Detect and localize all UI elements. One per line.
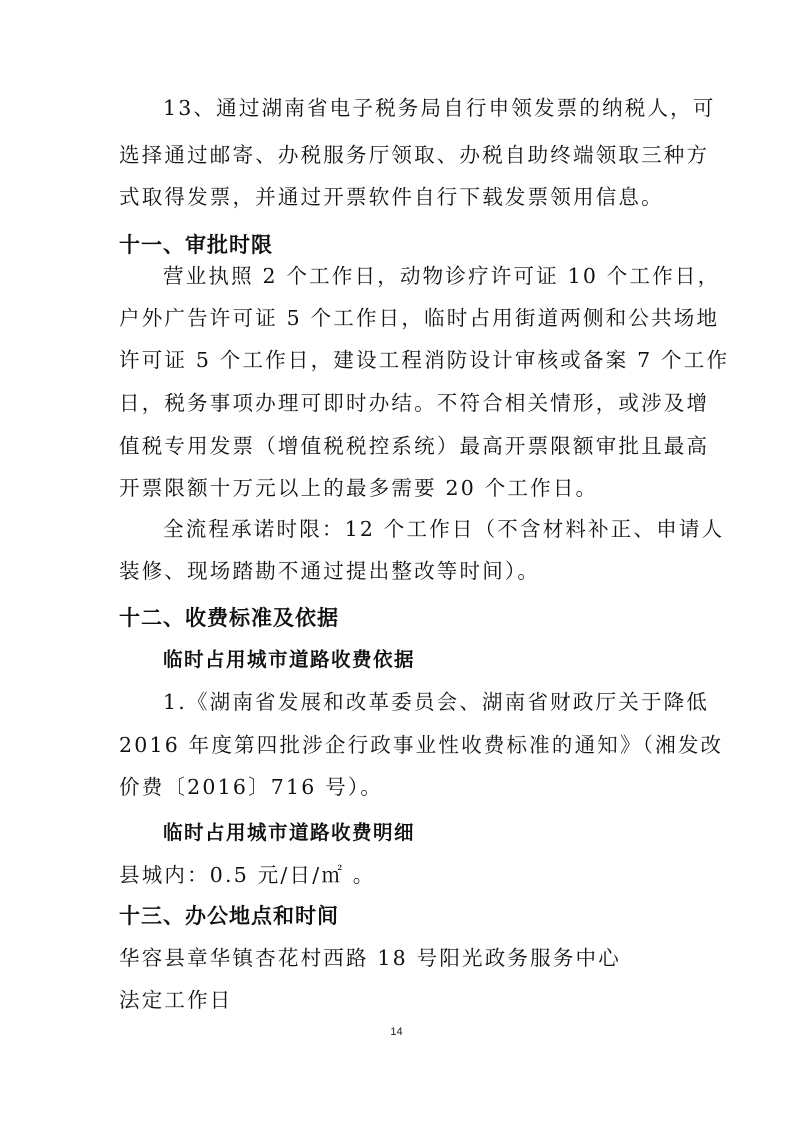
section-11-p1-line-3: 许可证 5 个工作日，建设工程消防设计审核或备案 7 个工作 bbox=[119, 348, 730, 372]
section-11-p1-line-5: 值税专用发票（增值税税控系统）最高开票限额审批且最高 bbox=[119, 434, 710, 458]
office-hours: 法定工作日 bbox=[119, 988, 233, 1012]
item13-line-2: 选择通过邮寄、办税服务厅领取、办税自助终端领取三种方 bbox=[119, 143, 710, 167]
page-number: 14 bbox=[390, 1026, 403, 1038]
fee-detail-heading: 临时占用城市道路收费明细 bbox=[163, 821, 416, 844]
section-11-p1-line-2: 户外广告许可证 5 个工作日，临时占用街道两侧和公共场地 bbox=[119, 306, 720, 330]
section-11-p2-line-2: 装修、现场踏勘不通过提出整改等时间）。 bbox=[119, 559, 541, 583]
fee-detail-line: 县城内：0.5 元/日/㎡ 。 bbox=[119, 863, 376, 887]
fee-basis-line-3: 价费〔2016〕716 号）。 bbox=[119, 775, 384, 799]
section-11-p1-line-6: 开票限额十万元以上的最多需要 20 个工作日。 bbox=[119, 476, 599, 500]
section-11-p1-line-4: 日，税务事项办理可即时办结。不符合相关情形，或涉及增 bbox=[119, 391, 710, 415]
fee-basis-line-1: 1.《湖南省发展和改革委员会、湖南省财政厅关于降低 bbox=[163, 690, 710, 714]
section-13-heading: 十三、办公地点和时间 bbox=[119, 904, 339, 928]
fee-basis-heading: 临时占用城市道路收费依据 bbox=[163, 648, 416, 671]
section-12-heading: 十二、收费标准及依据 bbox=[119, 606, 339, 630]
fee-basis-line-2: 2016 年度第四批涉企行政事业性收费标准的通知》（湘发改 bbox=[119, 733, 724, 757]
office-address: 华容县章华镇杏花村西路 18 号阳光政务服务中心 bbox=[119, 946, 621, 970]
item13-line-3: 式取得发票，并通过开票软件自行下载发票领用信息。 bbox=[119, 185, 664, 209]
item13-line-1: 13、通过湖南省电子税务局自行申领发票的纳税人，可 bbox=[163, 96, 716, 120]
section-11-p2-line-1: 全流程承诺时限：12 个工作日（不含材料补正、申请人 bbox=[163, 517, 725, 541]
section-11-p1-line-1: 营业执照 2 个工作日，动物诊疗许可证 10 个工作日， bbox=[163, 264, 721, 288]
section-11-heading: 十一、审批时限 bbox=[119, 233, 273, 257]
